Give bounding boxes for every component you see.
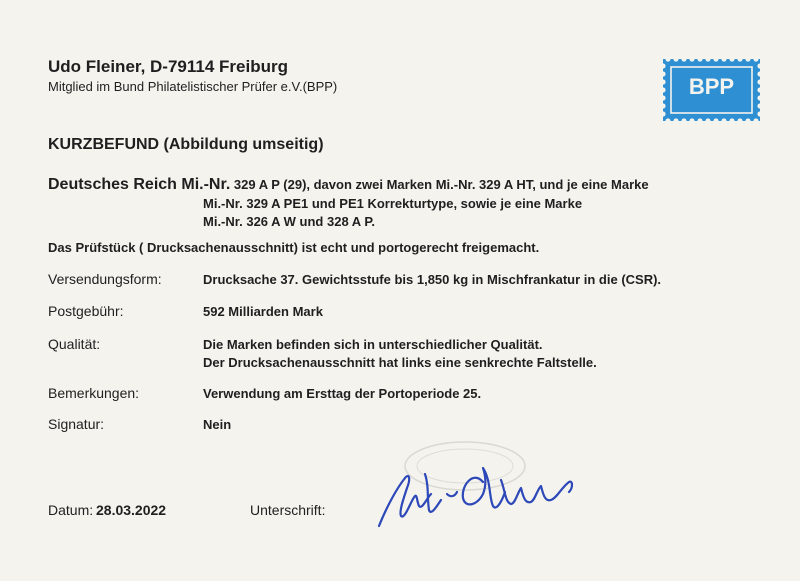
- document-title: KURZBEFUND (Abbildung umseitig): [48, 136, 324, 153]
- signatur-label: Signatur:: [48, 416, 105, 432]
- postgebuehr-label: Postgebühr:: [48, 303, 124, 319]
- bemerkungen-value: Verwendung am Ersttag der Portoperiode 25.: [203, 386, 482, 401]
- expert-membership: Mitglied im Bund Philatelistischer Prüfer e.V.(BPP): [48, 79, 338, 94]
- item-head: Deutsches Reich Mi.-Nr.: [48, 176, 231, 193]
- qualitaet-value-line-1: Die Marken befinden sich in unterschiedlicher Qualität.: [203, 337, 543, 352]
- authenticity-statement: Das Prüfstück ( Drucksachenausschnitt) ist echt und portogerecht freigemacht.: [48, 240, 540, 255]
- item-line-1-rest: 329 A P (29), davon zwei Marken Mi.-Nr. 329 A HT, und je eine Marke: [230, 177, 649, 192]
- versendungsform-value: Drucksache 37. Gewichtsstufe bis 1,850 kg in Mischfrankatur in die (CSR).: [203, 272, 662, 287]
- versendungsform-label: Versendungsform:: [48, 271, 162, 287]
- bemerkungen-label: Bemerkungen:: [48, 385, 140, 401]
- qualitaet-value-line-2: Der Drucksachenausschnitt hat links eine senkrechte Faltstelle.: [203, 355, 597, 370]
- postgebuehr-value: 592 Milliarden Mark: [203, 304, 323, 319]
- item-description-line-2: Mi.-Nr. 329 A PE1 und PE1 Korrekturtype, sowie je eine Marke: [203, 196, 583, 211]
- item-description-line-1: [48, 176, 649, 194]
- date-value: 28.03.2022: [96, 502, 167, 518]
- signatur-value: Nein: [203, 417, 232, 432]
- signature-label: Unterschrift:: [250, 502, 326, 518]
- expert-name: Udo Fleiner, D-79114 Freiburg: [48, 57, 288, 76]
- bpp-logo: [662, 58, 761, 122]
- handwritten-signature: [365, 440, 590, 535]
- date-label: Datum:: [48, 502, 94, 518]
- qualitaet-label: Qualität:: [48, 336, 101, 352]
- item-description-line-3: Mi.-Nr. 326 A W und 328 A P.: [203, 214, 375, 229]
- bpp-logo-text: BPP: [688, 74, 735, 99]
